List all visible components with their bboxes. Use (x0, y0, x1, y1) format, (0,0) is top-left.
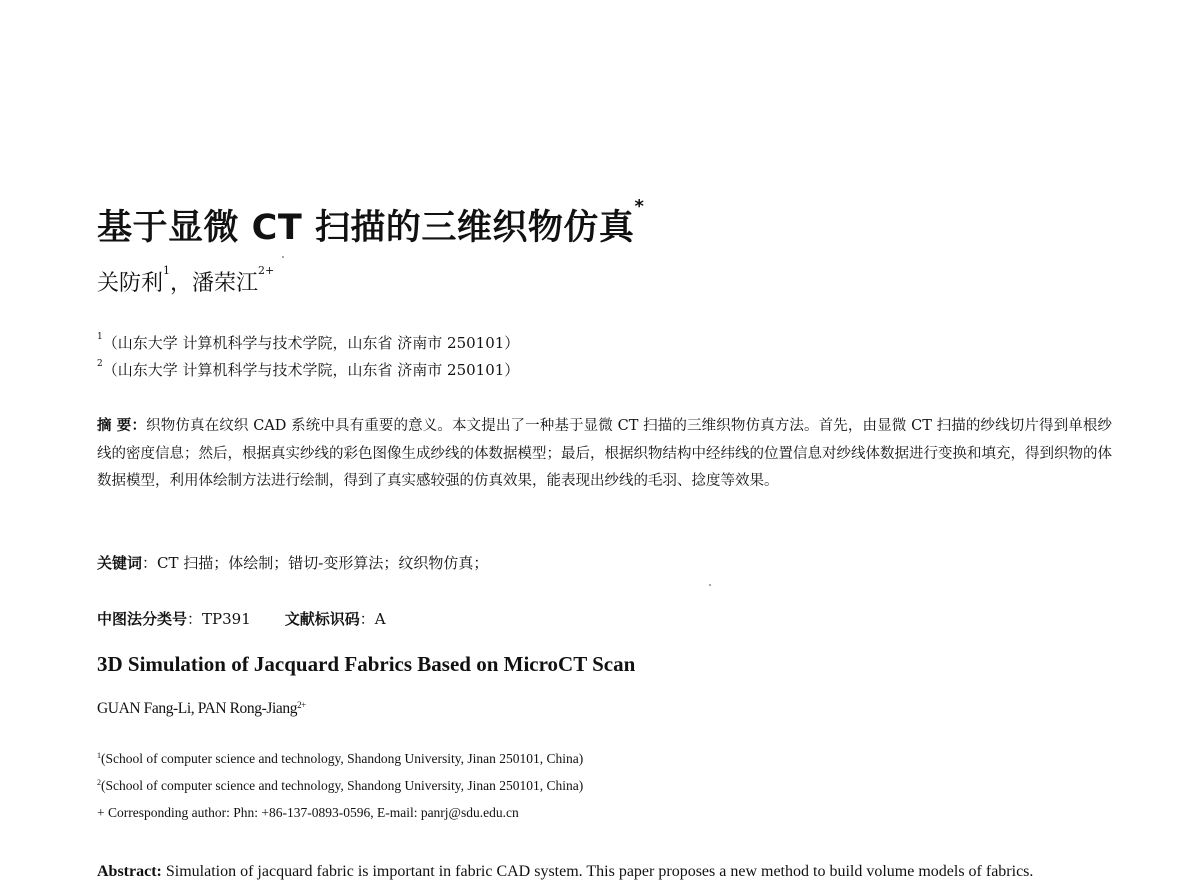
affiliation-1-text: （山东大学 计算机科学与技术学院，山东省 济南市 250101） (102, 334, 520, 352)
author-2-name: 潘荣江 (192, 271, 259, 296)
english-abstract (97, 858, 1112, 885)
english-affiliation-2 (97, 778, 583, 794)
corresponding-author: + Corresponding author: Phn: +86-137-0893-0596, E-mail: panrj@sdu.edu.cn (97, 805, 519, 820)
chinese-abstract (97, 412, 1112, 496)
clc-colon: ： (187, 610, 203, 628)
document-code-label: 文献标识码 (284, 610, 360, 628)
english-affiliation-2-sup: 2 (97, 778, 101, 787)
chinese-authors (97, 266, 274, 297)
chinese-keywords (97, 552, 488, 573)
keywords-text: CT 扫描；体绘制；错切-变形算法；纹织物仿真； (157, 554, 489, 572)
affiliation-2-sup: 2 (97, 359, 103, 369)
author-1-name: 关防利 (97, 271, 164, 296)
chinese-affiliation-1 (97, 332, 519, 353)
author-1-sup: 1 (163, 264, 171, 277)
document-code-value: A (374, 610, 386, 628)
clc-label: 中图法分类号 (97, 610, 188, 628)
classification-line (97, 608, 386, 629)
document-code-colon: ： (359, 610, 375, 628)
english-affiliation-1-text: (School of computer science and technology, Shandong University, Jinan 250101, China) (101, 751, 584, 766)
keywords-label: 关键词 (97, 554, 143, 572)
chinese-abstract-label: 摘 要 (97, 417, 132, 434)
english-title: 3D Simulation of Jacquard Fabrics Based on MicroCT Scan (97, 652, 636, 676)
affiliation-1-sup: 1 (97, 332, 103, 342)
english-authors-text: GUAN Fang-Li, PAN Rong-Jiang (97, 700, 298, 717)
author-2-sup: 2+ (258, 264, 275, 277)
english-abstract-label: Abstract: (97, 863, 162, 880)
affiliation-2-text: （山东大学 计算机科学与技术学院，山东省 济南市 250101） (102, 361, 520, 379)
chinese-abstract-text: 织物仿真在纹织 CAD 系统中具有重要的意义。本文提出了一种基于显微 CT 扫描的三维织物仿真方法。首先，由显微 CT 扫描的纱线切片得到单根纱线的密度信息；然后，根据真实纱线的彩色图像生成纱线的体数据模型；最后，根据织物结构中经纬线的位置信息对纱线体数据进行变换和填充，得到织物的体数据模型，利用体绘制方法进行绘制，得到了真实感较强的仿真效果，能表现出纱线的毛羽、捻度等效果。 (97, 418, 1113, 489)
title-footnote-mark: * (634, 196, 645, 217)
scan-speck (282, 256, 284, 258)
chinese-abstract-colon: ： (131, 417, 147, 434)
clc-value: TP391 (202, 610, 251, 628)
english-abstract-text: Simulation of jacquard fabric is important in fabric CAD system. This paper proposes a new method to build volume models of fabrics. (161, 863, 1034, 880)
english-affiliation-2-text: (School of computer science and technology, Shandong University, Jinan 250101, China) (101, 778, 584, 793)
english-affiliation-1 (97, 751, 583, 767)
chinese-title-text: 基于显微 CT 扫描的三维织物仿真 (97, 208, 635, 248)
chinese-affiliation-2 (97, 359, 519, 380)
chinese-title (97, 196, 645, 250)
scan-speck (709, 584, 711, 586)
english-authors-sup: 2+ (297, 700, 306, 710)
author-separator: ， (170, 271, 193, 296)
english-affiliation-1-sup: 1 (97, 751, 101, 760)
english-authors (97, 700, 306, 718)
keywords-colon: ： (142, 554, 158, 572)
